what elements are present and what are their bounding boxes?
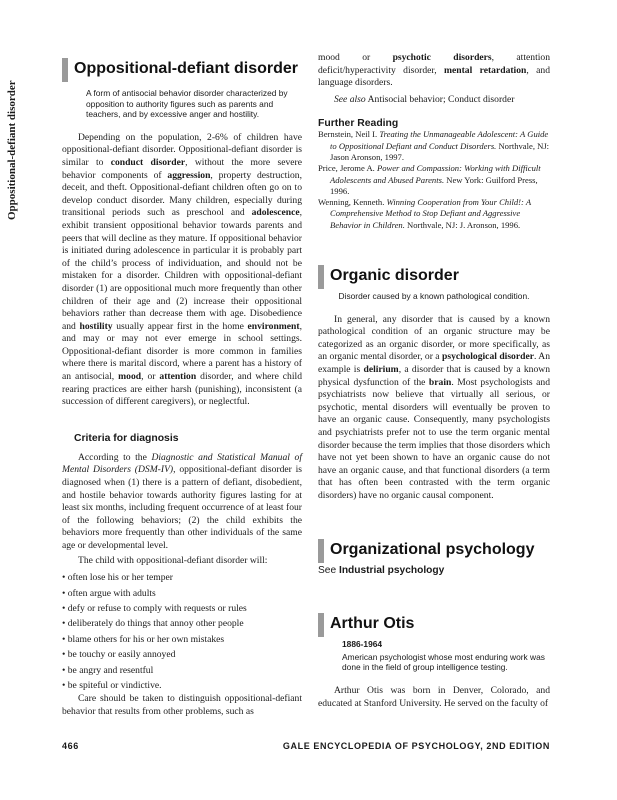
text-run: According to the (78, 451, 152, 463)
entry-heading (318, 539, 550, 561)
running-footer: GALE ENCYCLOPEDIA OF PSYCHOLOGY, 2ND EDITION (282, 741, 550, 751)
glossary-term: mood (118, 371, 142, 383)
ref-author: Bernstein, Neil I. (318, 129, 380, 140)
glossary-term: delirium (363, 364, 399, 376)
glossary-term: attention (159, 371, 197, 383)
glossary-term: brain (428, 376, 452, 388)
ref-author: Wenning, Kenneth. (318, 197, 387, 208)
entry-heading (318, 265, 550, 287)
ref-title: Winning Cooperation from Your Child!: A Comprehensive Method to Stop Defiant and Aggressive Behavior in Children. (330, 197, 531, 230)
entry-title: Organic disorder (330, 267, 459, 285)
further-reading-heading: Further Reading (318, 118, 399, 130)
body-paragraph (62, 452, 302, 553)
ref-publisher: Northvale, NJ: Jason Aronson, 1997. (330, 140, 550, 162)
glossary-term: hostility (79, 320, 113, 332)
entry-title: Oppositional-defiant disorder (74, 60, 299, 77)
see-line (318, 565, 550, 578)
entry-definition: Disorder caused by a known pathological condition. (338, 291, 530, 302)
left-column (62, 58, 302, 719)
heading-bar (318, 613, 324, 637)
text-run: , property destruction, deceit, and theft. Oppositional-defiant children often go on to develop conduct disorder. Many children, especially during transitional periods such as preschool and (62, 169, 302, 219)
section-heading: Criteria for diagnosis (74, 432, 179, 444)
text-run: , and may or may not ever emerge in school settings. Oppositional-defiant disorder is more common in families where there is marital discord, where a parent has a history of an antisocial, (62, 320, 302, 383)
text-run: . An example is (318, 351, 550, 376)
list-item: • often lose his or her temper (62, 572, 173, 584)
text-run: , and language disorders. (318, 64, 550, 89)
glossary-term: psychotic disorders (392, 52, 492, 63)
list-item: • often argue with adults (62, 587, 156, 599)
heading-bar (318, 265, 324, 289)
glossary-term: environment (247, 320, 300, 332)
body-paragraph: Care should be taken to distinguish oppositional-defiant behavior that results from other problems, such as (62, 693, 302, 718)
entry-title: Organizational psychology (330, 540, 535, 558)
reference (318, 129, 550, 163)
see-also-label: See also (334, 93, 366, 105)
text-run: , attention deficit/hyperactivity disorder, (318, 52, 550, 76)
heading-bar (318, 539, 324, 563)
text-run: mood or (318, 52, 393, 63)
body-paragraph (62, 132, 302, 409)
list-item: • be spiteful or vindictive. (62, 680, 162, 692)
body-paragraph (318, 314, 550, 503)
list-item: • blame others for his or her own mistakes (62, 633, 225, 645)
glossary-term: mental retardation (444, 64, 527, 76)
body-paragraph: The child with oppositional-defiant disorder will: (78, 554, 268, 566)
glossary-term: psychological disorder (442, 351, 534, 363)
entry-definition: American psychologist whose most enduring work was done in the field of group intelligence testing. (342, 651, 545, 673)
text-run: , a disorder that is caused by a known physical dysfunction of the (318, 364, 550, 388)
see-also-text: Antisocial behavior; Conduct disorder (365, 93, 515, 105)
see-target: Industrial psychology (338, 564, 445, 576)
list-item: • deliberately do things that annoy other people (62, 618, 244, 630)
entry-heading (62, 58, 302, 80)
reference (318, 197, 550, 231)
side-running-head (6, 40, 28, 230)
list-item: • be touchy or easily annoyed (62, 649, 176, 661)
text-run: Depending on the population, 2-6% of children have oppositional-defiant disorder. Oppositional-defiant disorder is similar to (62, 131, 302, 168)
ref-author: Price, Jerome A. (318, 163, 377, 174)
text-run: . Most psychologists and psychiatrists now believe that virtually all serious, or psychotic, mental disorders will eventually be proven to have an organic cause. Consequently, many psychologists and psychiatrists prefer not to use the term organic mental disorder because the term implies that those disorders which have not yet been shown to have an organic cause do not have an organic cause, and that functional disorders (a term that has often been contrasted with the term organic disorders) have no organic causal component. (318, 376, 550, 501)
body-paragraph: Arthur Otis was born in Denver, Colorado, and educated at Stanford University. He served on the faculty of (318, 684, 550, 709)
entry-heading (318, 613, 550, 635)
body-paragraph (318, 52, 550, 90)
ref-publisher: New York: Guilford Press, 1996. (330, 174, 538, 196)
see-label: See (318, 564, 337, 576)
text-run: , exhibit transient oppositional behavior towards parents and peers that will decline as they mature. If oppositional behavior is initiated during adolescence in particular it is probably part of the child’s process of individuation, and should not be mistaken for a disorder. Children with oppositional-defiant disorder (1) are oppositional much more frequently than other children of their age and (2) increase their oppositional behaviors rather than decrease them with age. Disobedience and (62, 207, 302, 332)
heading-bar (62, 58, 68, 82)
page-number: 466 (62, 741, 79, 751)
list-item: • be angry and resentful (62, 664, 154, 676)
glossary-term: conduct disorder (110, 156, 186, 168)
text-run: usually appear first in the home (112, 320, 248, 332)
text-run: , or (141, 371, 160, 383)
text-run: , oppositional-defiant disorder is diagnosed when (1) there is a pattern of defiant, disobedient, and hostile behavior towards authority figures lasting for at least six months, including frequent occurrence of at least four of the following behaviors; (2) the child exhibits the behaviors more frequently than other individuals of the same age or developmental level. (62, 464, 302, 551)
list-item: • defy or refuse to comply with requests or rules (62, 603, 247, 614)
italic-title: Diagnostic and Statistical Manual of Mental Disorders (DSM-IV) (62, 451, 302, 476)
side-running-head-text: Oppositional-defiant disorder (6, 80, 18, 220)
ref-publisher: Northvale, NJ: J. Aronson, 1996. (404, 219, 521, 230)
ref-title: Treating the Unmanageable Adolescent: A Guide to Oppositional Defiant and Conduct Disorders. (330, 129, 549, 151)
entry-definition: A form of antisocial behavior disorder characterized by opposition to authority figures such as parents and teachers, and by excessive anger and hostility. (86, 88, 288, 120)
text-run: , without the more severe behavior components of (62, 156, 302, 181)
text-run: disorder, and where child rearing practices are either harsh (punishing), inconsistent (a succession of different caregivers), or neglectful. (62, 371, 302, 408)
right-column (318, 52, 550, 710)
entry-years: 1886-1964 (342, 639, 383, 650)
glossary-term: adolescence (251, 207, 300, 219)
ref-title: Power and Compassion: Working with Difficult Adolescents and Abused Parents. (330, 163, 541, 185)
references (318, 129, 550, 231)
text-run: In general, any disorder that is caused by a known pathological condition of an organic structure may be categorized as an organic disorder, or more specifically, as an organic mental disorder, or a (318, 313, 550, 363)
glossary-term: aggression (167, 169, 211, 181)
criteria-list (62, 570, 302, 693)
entry-title: Arthur Otis (330, 615, 415, 633)
see-also-line (318, 94, 550, 107)
reference (318, 163, 550, 197)
